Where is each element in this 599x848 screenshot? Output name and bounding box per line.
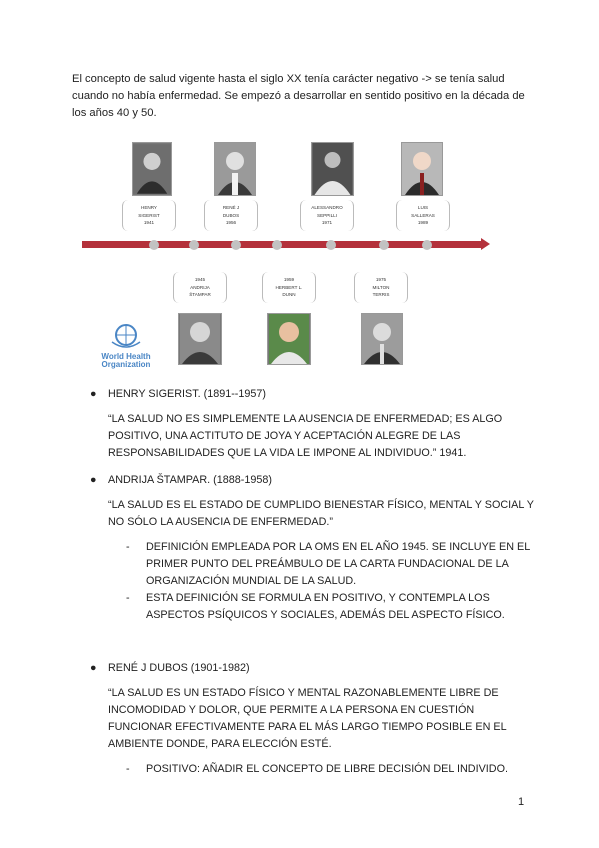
section-stampar: [90, 472, 540, 489]
section-quote: “LA SALUD ES EL ESTADO DE CUMPLIDO BIENESTAR FÍSICO, MENTAL Y SOCIAL Y NO SÓLO LA AUSENCIA DE ENFERMEDAD.”: [108, 499, 534, 528]
label-line: 1956: [225, 220, 237, 225]
portrait-dubos: [214, 142, 256, 196]
label-line: 1941: [143, 220, 155, 225]
intro-paragraph: El concepto de salud vigente hasta el siglo XX tenía carácter negativo -> se tenía salud cuando no había enfermedad. Se empezó a desarrollar en sentido positivo en la década de los años 40 y 50.: [72, 73, 525, 119]
portrait-sigerist: [132, 142, 172, 196]
section-heading: RENÉ J DUBOS (1901-1982): [108, 662, 250, 674]
timeline-dot: [422, 240, 432, 250]
timeline-dot: [231, 240, 241, 250]
timeline-label-stampar: [173, 272, 227, 303]
timeline-label-sigerist: [122, 200, 176, 231]
label-line: 1971: [321, 220, 333, 225]
portrait-stampar: [178, 313, 222, 365]
label-line: ŠTAMPAR: [189, 292, 211, 297]
timeline-dot: [189, 240, 199, 250]
portrait-seppilli: [311, 142, 354, 196]
dash-item: - POSITIVO: AÑADIR EL CONCEPTO DE LIBRE DECISIÓN DEL INDIVIDO.: [126, 763, 508, 775]
label-line: LUIS: [417, 205, 429, 210]
dash-item: - ESTA DEFINICIÓN SE FORMULA EN POSITIVO, Y CONTEMPLA LOS ASPECTOS PSÍQUICOS Y SOCIALES, ADEMÁS DEL ASPECTO FÍSICO.: [126, 592, 505, 621]
label-line: ALESSANDRO: [311, 205, 343, 210]
timeline-label-salleras: [396, 200, 450, 231]
timeline-dot: [326, 240, 336, 250]
main-content: [90, 386, 540, 778]
section-quote: “LA SALUD ES UN ESTADO FÍSICO Y MENTAL RAZONABLEMENTE LIBRE DE INCOMODIDAD Y DOLOR, QUE PERMITE A LA PERSONA EN CUESTIÓN FUNCIONAR EFECTIVAMENTE PARA EL MÁS LARGO TIEMPO POSIBLE EN EL AMBIENTE DONDE, PARA ELECCIÓN ESTÉ.: [108, 687, 507, 750]
label-line: HENRY: [141, 205, 157, 210]
portrait-dunn: [267, 313, 311, 365]
portrait-terris: [361, 313, 403, 365]
timeline-label-dubos: [204, 200, 258, 231]
label-line: MILTON: [372, 284, 390, 290]
label-line: 1959: [283, 277, 295, 282]
who-logo-text: World Health Organization: [101, 352, 151, 369]
section-heading: ANDRIJA ŠTAMPAR. (1888-1958): [108, 474, 273, 486]
label-line: ANDRIJA: [190, 284, 210, 290]
label-line: SALLERAS: [411, 212, 435, 218]
dash-item: - DEFINICIÓN EMPLEADA POR LA OMS EN EL AÑO 1945. SE INCLUYE EN EL PRIMER PUNTO DEL PREÁMBULO DE LA CARTA FUNDACIONAL DE LA ORGANIZACIÓN MUNDIAL DE LA SALUD.: [126, 541, 530, 587]
page-number: 1: [518, 796, 525, 808]
label-line: 1989: [417, 220, 429, 225]
label-line: DUBOS: [222, 212, 240, 218]
label-line: SIGERIST: [138, 212, 160, 218]
label-line: 1975: [375, 277, 387, 282]
label-line: DUNN: [282, 292, 296, 297]
who-emblem-icon: [108, 322, 144, 348]
timeline-label-seppilli: [300, 200, 354, 231]
section-sigerist: [90, 386, 540, 403]
timeline-dot: [379, 240, 389, 250]
dash-text: POSITIVO: AÑADIR EL CONCEPTO DE LIBRE DECISIÓN DEL INDIVIDO.: [146, 763, 508, 775]
label-line: SEPPILLI: [317, 212, 337, 218]
timeline-dot: [149, 240, 159, 250]
section-dubos: [90, 660, 540, 677]
bullet-icon: ●: [90, 474, 97, 486]
section-quote: “LA SALUD NO ES SIMPLEMENTE LA AUSENCIA DE ENFERMEDAD; ES ALGO POSITIVO, UNA ACTITUTO DE JOYA Y ACEPTACIÓN ALEGRE DE LAS RESPONSABILIDADES QUE LA VIDA LE IMPONE AL INDIVIDUO.” 1941.: [108, 413, 503, 459]
section-heading: HENRY SIGERIST. (1891--1957): [108, 388, 267, 400]
timeline-label-dunn: [262, 272, 316, 303]
label-line: RENÉ J: [222, 205, 240, 210]
dash-text: DEFINICIÓN EMPLEADA POR LA OMS EN EL AÑO 1945. SE INCLUYE EN EL PRIMER PUNTO DEL PREÁMBULO DE LA CARTA FUNDACIONAL DE LA ORGANIZACIÓN MUNDIAL DE LA SALUD.: [146, 541, 530, 587]
bullet-icon: ●: [90, 662, 97, 674]
portrait-salleras: [401, 142, 443, 196]
bullet-icon: ●: [90, 388, 97, 400]
label-line: HERBERT L.: [275, 284, 303, 290]
label-line: 1945: [194, 277, 206, 282]
dash-text: ESTA DEFINICIÓN SE FORMULA EN POSITIVO, Y CONTEMPLA LOS ASPECTOS PSÍQUICOS Y SOCIALES, ADEMÁS DEL ASPECTO FÍSICO.: [146, 592, 505, 621]
timeline-label-terris: [354, 272, 408, 303]
timeline-arrowhead: [481, 238, 490, 250]
label-line: TERRIS: [372, 292, 390, 297]
who-logo: [100, 322, 152, 369]
timeline-dot: [272, 240, 282, 250]
